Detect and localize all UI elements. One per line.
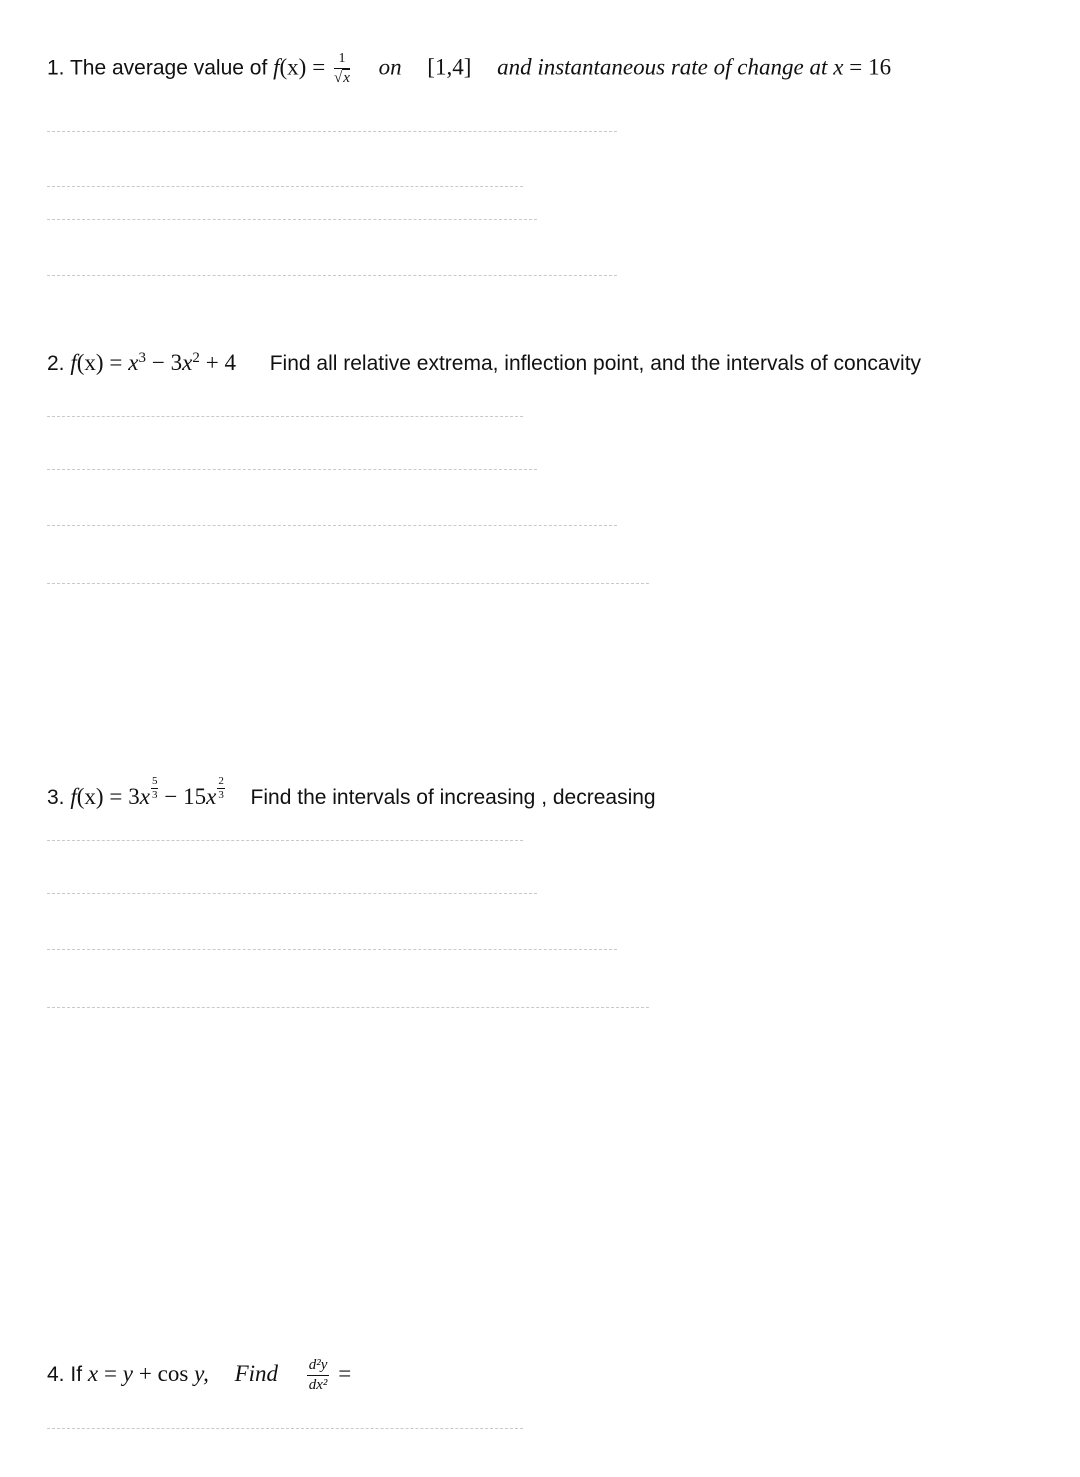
answer-line[interactable] [47, 275, 617, 276]
word-on: on [378, 54, 402, 80]
answer-line[interactable] [47, 525, 617, 526]
question-number: 4. [47, 1363, 65, 1387]
answer-line[interactable] [47, 469, 537, 470]
term2-variable: x [182, 350, 193, 375]
question-number: 1. [47, 56, 65, 80]
equals-sign: = [109, 784, 123, 810]
function-arg: (x) [76, 350, 104, 375]
fraction-one-over-root-x [334, 52, 350, 86]
question-lead-text: If [70, 1363, 83, 1387]
derivative-numerator: d²y [307, 1358, 330, 1376]
answer-line[interactable] [47, 949, 617, 950]
question-instruction: Find all relative extrema, inflection point, and the intervals of concavity [269, 352, 922, 375]
derivative-denominator: dx² [308, 1377, 328, 1393]
cos-function: cos [157, 1361, 189, 1387]
exponent-denominator: 3 [151, 789, 158, 801]
question-number: 3. [47, 786, 65, 810]
answer-line[interactable] [47, 219, 537, 220]
question-1 [47, 52, 891, 86]
function-arg: (x) [279, 54, 307, 80]
term1-power: 3 [138, 349, 146, 366]
term3-constant: 4 [224, 350, 237, 375]
question-3 [47, 776, 656, 808]
question-2 [47, 351, 921, 374]
exponent-numerator: 2 [218, 775, 224, 787]
variable-x: x [833, 54, 844, 80]
function-name: f [70, 350, 77, 375]
fraction-numerator: 1 [334, 52, 350, 69]
answer-line[interactable] [47, 1428, 523, 1429]
question-tail-text: and instantaneous rate of change at [497, 54, 828, 80]
answer-line[interactable] [47, 1007, 649, 1008]
interval: [1,4] [427, 54, 472, 80]
equals-sign: = [312, 54, 326, 80]
answer-line[interactable] [47, 186, 523, 187]
equals-sign-2: = [849, 54, 863, 80]
find-word: Find [234, 1361, 279, 1387]
term1-variable: x [139, 784, 150, 810]
answer-line[interactable] [47, 840, 523, 841]
function-name: f [273, 54, 280, 80]
question-lead-text: The average value of [69, 56, 268, 80]
equation-rhs-variable: y [122, 1361, 133, 1387]
answer-line[interactable] [47, 131, 617, 132]
term2-fractional-exponent [217, 776, 225, 801]
equals-sign-2: = [338, 1361, 352, 1387]
term2-power: 2 [192, 349, 200, 366]
root-radicand: x [343, 70, 350, 86]
second-derivative-fraction [307, 1358, 330, 1393]
equals-sign: = [109, 350, 123, 375]
function-arg: (x) [76, 784, 104, 810]
plus-sign: + [205, 350, 219, 375]
question-instruction: Find the intervals of increasing , decreasing [250, 786, 656, 810]
term2-coefficient: 3 [170, 350, 183, 375]
answer-line[interactable] [47, 583, 649, 584]
term1-variable: x [128, 350, 139, 375]
term1-fractional-exponent [151, 776, 159, 801]
question-number: 2. [47, 352, 65, 375]
root-symbol: √ [334, 70, 343, 86]
cos-argument: y, [194, 1361, 209, 1387]
minus-sign: − [164, 784, 178, 810]
question-4 [47, 1358, 351, 1393]
answer-line[interactable] [47, 416, 523, 417]
answer-line[interactable] [47, 893, 537, 894]
minus-sign: − [151, 350, 165, 375]
plus-sign: + [138, 1361, 152, 1387]
exponent-denominator: 3 [218, 789, 224, 801]
exponent-numerator: 5 [151, 775, 158, 787]
term2-coefficient: 15 [183, 784, 207, 810]
equals-sign: = [103, 1361, 117, 1387]
term2-variable: x [206, 784, 217, 810]
term1-coefficient: 3 [128, 784, 140, 810]
target-value: 16 [868, 54, 892, 80]
function-name: f [70, 784, 77, 810]
fraction-denominator [334, 69, 350, 86]
equation-lhs: x [87, 1361, 99, 1387]
